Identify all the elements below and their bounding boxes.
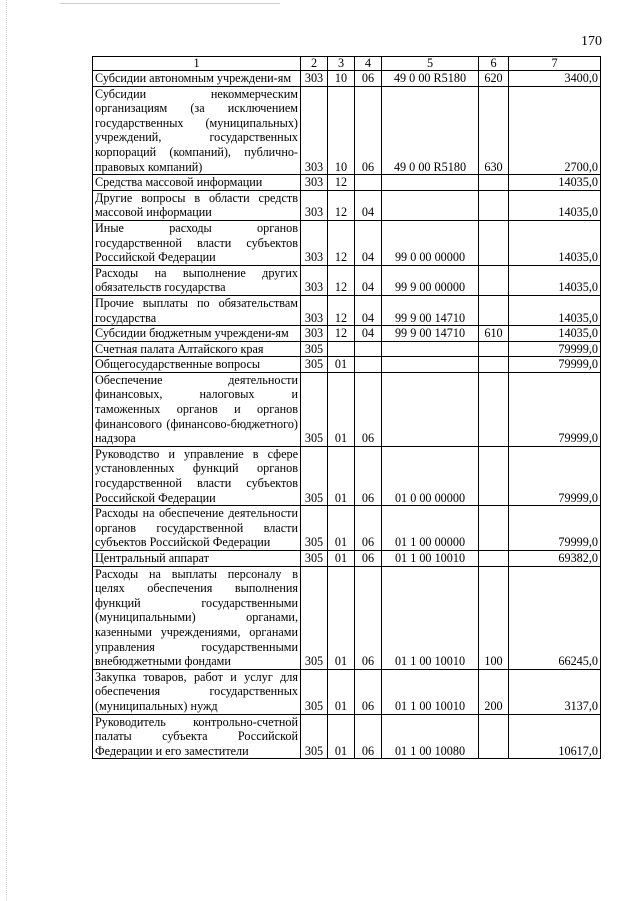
code-subsection-cell: 04 xyxy=(355,326,382,342)
code-subsection-cell: 06 xyxy=(355,506,382,551)
amount-cell: 79999,0 xyxy=(509,341,601,357)
code-target-cell: 01 1 00 10010 xyxy=(382,669,479,714)
code-subsection-cell: 06 xyxy=(355,86,382,175)
row-name-cell: Расходы на обеспечение деятельности органов государственной власти субъектов Российской Федерации xyxy=(93,506,301,551)
code-expense-type-cell xyxy=(479,446,509,505)
row-name-cell: Руководитель контрольно-счетной палаты субъекта Российской Федерации и его заместители xyxy=(93,714,301,759)
code-expense-type-cell: 100 xyxy=(479,566,509,669)
code-expense-type-cell xyxy=(479,220,509,265)
code-section-cell xyxy=(328,341,355,357)
code-section-cell: 01 xyxy=(328,566,355,669)
code-target-cell: 99 0 00 00000 xyxy=(382,220,479,265)
column-header-3: 3 xyxy=(328,57,355,71)
code-section-cell: 01 xyxy=(328,506,355,551)
column-header-5: 5 xyxy=(382,57,479,71)
code-expense-type-cell: 200 xyxy=(479,669,509,714)
code-target-cell: 99 9 00 00000 xyxy=(382,265,479,295)
code-target-cell xyxy=(382,175,479,191)
code-subsection-cell xyxy=(355,357,382,373)
code-admin-cell: 305 xyxy=(301,506,328,551)
amount-cell: 14035,0 xyxy=(509,190,601,220)
row-name-cell: Средства массовой информации xyxy=(93,175,301,191)
code-expense-type-cell xyxy=(479,190,509,220)
amount-cell: 14035,0 xyxy=(509,175,601,191)
code-admin-cell: 305 xyxy=(301,669,328,714)
code-target-cell xyxy=(382,341,479,357)
amount-cell: 79999,0 xyxy=(509,357,601,373)
code-admin-cell: 305 xyxy=(301,341,328,357)
table-row xyxy=(93,175,601,191)
code-subsection-cell xyxy=(355,341,382,357)
code-admin-cell: 305 xyxy=(301,357,328,373)
code-target-cell xyxy=(382,372,479,446)
code-subsection-cell: 06 xyxy=(355,566,382,669)
code-subsection-cell: 04 xyxy=(355,190,382,220)
page-number: 170 xyxy=(581,34,602,49)
code-admin-cell: 303 xyxy=(301,326,328,342)
table-row xyxy=(93,265,601,295)
code-expense-type-cell xyxy=(479,372,509,446)
code-admin-cell: 305 xyxy=(301,566,328,669)
code-subsection-cell: 06 xyxy=(355,71,382,87)
row-name-cell: Счетная палата Алтайского края xyxy=(93,341,301,357)
code-section-cell: 12 xyxy=(328,326,355,342)
column-header-4: 4 xyxy=(355,57,382,71)
code-section-cell: 01 xyxy=(328,357,355,373)
table-row xyxy=(93,446,601,505)
table-header-row xyxy=(93,57,601,71)
code-admin-cell: 305 xyxy=(301,551,328,567)
amount-cell: 79999,0 xyxy=(509,372,601,446)
code-expense-type-cell xyxy=(479,506,509,551)
code-subsection-cell: 06 xyxy=(355,714,382,759)
code-section-cell: 12 xyxy=(328,175,355,191)
code-section-cell: 01 xyxy=(328,714,355,759)
amount-cell: 3400,0 xyxy=(509,71,601,87)
code-section-cell: 01 xyxy=(328,446,355,505)
amount-cell: 3137,0 xyxy=(509,669,601,714)
margin-dotted-line xyxy=(6,0,7,901)
table-row xyxy=(93,326,601,342)
table-row xyxy=(93,551,601,567)
column-header-6: 6 xyxy=(479,57,509,71)
amount-cell: 79999,0 xyxy=(509,446,601,505)
code-target-cell: 49 0 00 R5180 xyxy=(382,71,479,87)
code-target-cell xyxy=(382,190,479,220)
code-admin-cell: 303 xyxy=(301,295,328,325)
amount-cell: 69382,0 xyxy=(509,551,601,567)
code-subsection-cell: 06 xyxy=(355,446,382,505)
code-section-cell: 10 xyxy=(328,86,355,175)
code-expense-type-cell xyxy=(479,341,509,357)
column-header-7: 7 xyxy=(509,57,601,71)
code-section-cell: 12 xyxy=(328,220,355,265)
code-expense-type-cell xyxy=(479,714,509,759)
amount-cell: 10617,0 xyxy=(509,714,601,759)
row-name-cell: Иные расходы органов государственной власти субъектов Российской Федерации xyxy=(93,220,301,265)
code-admin-cell: 303 xyxy=(301,190,328,220)
code-expense-type-cell xyxy=(479,265,509,295)
code-admin-cell: 305 xyxy=(301,372,328,446)
code-section-cell: 12 xyxy=(328,190,355,220)
code-expense-type-cell xyxy=(479,175,509,191)
row-name-cell: Общегосударственные вопросы xyxy=(93,357,301,373)
code-subsection-cell: 04 xyxy=(355,265,382,295)
row-name-cell: Руководство и управление в сфере установленных функций органов государственной власти субъектов Российской Федерации xyxy=(93,446,301,505)
code-admin-cell: 303 xyxy=(301,220,328,265)
code-admin-cell: 303 xyxy=(301,265,328,295)
row-name-cell: Прочие выплаты по обязательствам государства xyxy=(93,295,301,325)
table-row xyxy=(93,669,601,714)
column-header-1: 1 xyxy=(93,57,301,71)
amount-cell: 14035,0 xyxy=(509,295,601,325)
amount-cell: 79999,0 xyxy=(509,506,601,551)
code-subsection-cell: 06 xyxy=(355,372,382,446)
code-expense-type-cell: 610 xyxy=(479,326,509,342)
code-target-cell xyxy=(382,357,479,373)
table-row xyxy=(93,566,601,669)
table-row xyxy=(93,295,601,325)
code-subsection-cell xyxy=(355,175,382,191)
row-name-cell: Субсидии автономным учреждени-ям xyxy=(93,71,301,87)
code-target-cell: 99 9 00 14710 xyxy=(382,326,479,342)
table-row xyxy=(93,71,601,87)
amount-cell: 2700,0 xyxy=(509,86,601,175)
column-header-2: 2 xyxy=(301,57,328,71)
amount-cell: 14035,0 xyxy=(509,265,601,295)
amount-cell: 66245,0 xyxy=(509,566,601,669)
code-admin-cell: 303 xyxy=(301,175,328,191)
code-target-cell: 01 1 00 10080 xyxy=(382,714,479,759)
code-expense-type-cell xyxy=(479,551,509,567)
table-row xyxy=(93,86,601,175)
code-section-cell: 01 xyxy=(328,372,355,446)
row-name-cell: Расходы на выполнение других обязательств государства xyxy=(93,265,301,295)
code-expense-type-cell xyxy=(479,295,509,325)
table-row xyxy=(93,190,601,220)
table-row xyxy=(93,714,601,759)
code-subsection-cell: 04 xyxy=(355,295,382,325)
table-row xyxy=(93,220,601,265)
code-subsection-cell: 06 xyxy=(355,669,382,714)
code-expense-type-cell xyxy=(479,357,509,373)
row-name-cell: Центральный аппарат xyxy=(93,551,301,567)
budget-table xyxy=(92,56,601,759)
code-section-cell: 12 xyxy=(328,265,355,295)
table-row xyxy=(93,506,601,551)
row-name-cell: Другие вопросы в области средств массовой информации xyxy=(93,190,301,220)
row-name-cell: Закупка товаров, работ и услуг для обеспечения государственных (муниципальных) нужд xyxy=(93,669,301,714)
row-name-cell: Обеспечение деятельности финансовых, налоговых и таможенных органов и органов финансового (финансово-бюджетного) надзора xyxy=(93,372,301,446)
code-admin-cell: 305 xyxy=(301,714,328,759)
amount-cell: 14035,0 xyxy=(509,220,601,265)
code-expense-type-cell: 630 xyxy=(479,86,509,175)
table-body xyxy=(93,71,601,759)
code-target-cell: 01 1 00 10010 xyxy=(382,566,479,669)
row-name-cell: Расходы на выплаты персоналу в целях обеспечения выполнения функций государственными (муниципальными) органами, казенными учреждениями, органами управления государственными внебюджетными фондами xyxy=(93,566,301,669)
scan-top-line xyxy=(60,3,280,4)
code-target-cell: 01 0 00 00000 xyxy=(382,446,479,505)
row-name-cell: Субсидии бюджетным учреждени-ям xyxy=(93,326,301,342)
code-target-cell: 99 9 00 14710 xyxy=(382,295,479,325)
code-subsection-cell: 04 xyxy=(355,220,382,265)
code-subsection-cell: 06 xyxy=(355,551,382,567)
code-target-cell: 01 1 00 10010 xyxy=(382,551,479,567)
code-section-cell: 01 xyxy=(328,551,355,567)
table-row xyxy=(93,357,601,373)
code-section-cell: 10 xyxy=(328,71,355,87)
row-name-cell: Субсидии некоммерческим организациям (за исключением государственных (муниципальных) учреждений, государственных корпораций (компаний), публично-правовых компаний) xyxy=(93,86,301,175)
code-section-cell: 12 xyxy=(328,295,355,325)
table-row xyxy=(93,372,601,446)
code-section-cell: 01 xyxy=(328,669,355,714)
code-target-cell: 01 1 00 00000 xyxy=(382,506,479,551)
table-row xyxy=(93,341,601,357)
code-target-cell: 49 0 00 R5180 xyxy=(382,86,479,175)
amount-cell: 14035,0 xyxy=(509,326,601,342)
code-admin-cell: 303 xyxy=(301,71,328,87)
code-expense-type-cell: 620 xyxy=(479,71,509,87)
code-admin-cell: 303 xyxy=(301,86,328,175)
code-admin-cell: 305 xyxy=(301,446,328,505)
